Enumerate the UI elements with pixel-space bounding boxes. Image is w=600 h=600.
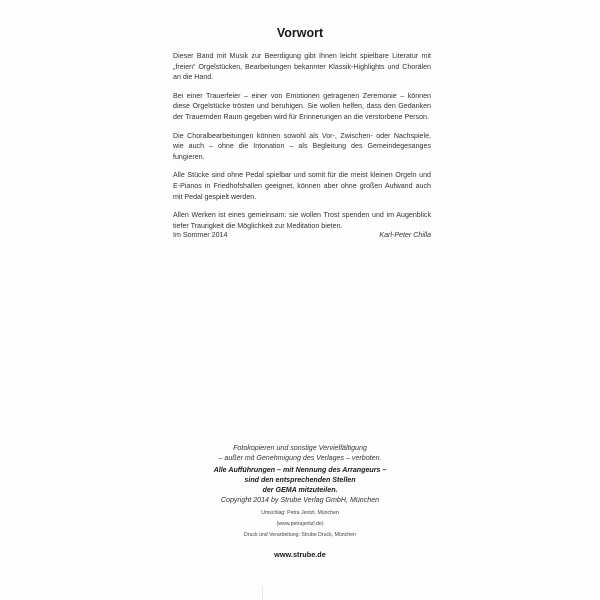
preface-paragraph: Allen Werken ist eines gemeinsam: sie wollen Trost spenden und im Augenblick tiefer Traurigkeit die Möglichkeit zur Meditation bieten.: [173, 211, 431, 230]
cover-credit-url: (www.petrajentzl.de): [276, 521, 324, 527]
performance-notice-line: der GEMA mitzuteilen.: [262, 486, 338, 494]
signature-author: Karl-Peter Chilla: [379, 231, 431, 239]
imprint-footer: [0, 443, 600, 559]
performance-notice-line: Alle Aufführungen – mit Nennung des Arrangeurs –: [213, 466, 387, 474]
page-edge-mark: [262, 586, 263, 600]
publisher-website: www.strube.de: [274, 550, 326, 559]
performance-notice-line: sind den entsprechenden Stellen: [244, 476, 356, 484]
signature-row: [173, 231, 431, 239]
cover-credit: Umschlag: Petra Jentzl, München: [261, 510, 339, 516]
page-title: Vorwort: [276, 26, 324, 40]
signature-date: Im Sommer 2014: [173, 231, 228, 239]
copy-notice-line: Fotokopieren und sonstige Vervielfältigung: [233, 444, 367, 452]
preface-body: [173, 51, 431, 239]
copy-notice-line: – außer mit Genehmigung des Verlages – verboten.: [218, 454, 382, 462]
preface-paragraph: Die Choralbearbeitungen können sowohl als Vor-, Zwischen- oder Nachspiele, wie auch – ohne die Intonation – als Begleitung des Gemeindegesanges fungieren.: [173, 131, 431, 161]
preface-paragraph: Alle Stücke sind ohne Pedal spielbar und somit für die meist kleinen Orgeln und E-Pianos in Friedhofshallen geeignet, können aber ohne großen Aufwand auch mit Pedal gespielt werden.: [173, 171, 431, 201]
preface-paragraph: Dieser Band mit Musik zur Beerdigung gibt Ihnen leicht spielbare Literatur mit „freien“ Orgelstücken, Bearbeitungen bekannter Klassik-Highlights und Chorälen an die Hand.: [173, 52, 431, 82]
copyright-line: Copyright 2014 by Strube Verlag GmbH, München: [220, 496, 380, 504]
print-credit: Druck und Verarbeitung: Strube Druck, München: [244, 532, 356, 538]
preface-paragraph: Bei einer Trauerfeier – einer von Emotionen getragenen Zeremonie – können diese Orgelstücke trösten und beruhigen. Sie wollen helfen, dass den Gedanken der Trauernden Raum gegeben wird für Erinnerungen an die verstorbene Person.: [173, 91, 431, 121]
